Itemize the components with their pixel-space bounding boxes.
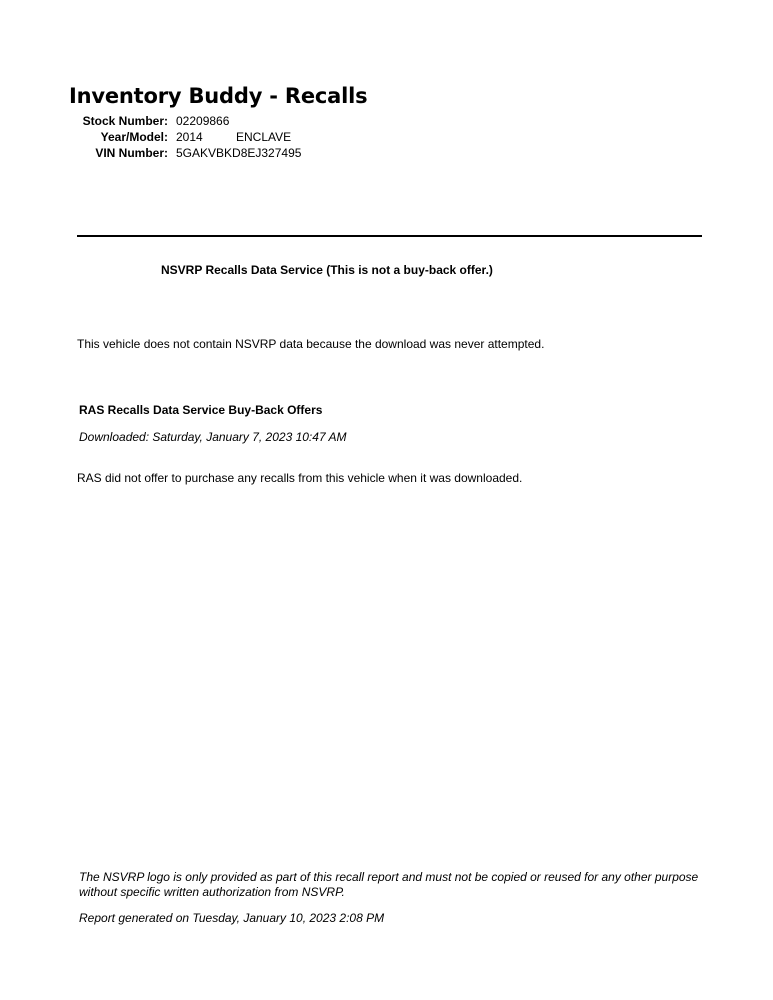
nsvrp-heading: NSVRP Recalls Data Service (This is not a buy-back offer.) <box>161 263 493 277</box>
vin-number-row <box>0 145 773 161</box>
ras-heading: RAS Recalls Data Service Buy-Back Offers <box>79 403 323 417</box>
vin-number-label: VIN Number: <box>95 146 168 160</box>
year-model-row <box>0 129 773 145</box>
stock-number-label: Stock Number: <box>82 114 168 128</box>
model-value: ENCLAVE <box>236 130 292 144</box>
section-divider <box>77 235 702 237</box>
ras-message: RAS did not offer to purchase any recalls from this vehicle when it was downloaded. <box>77 471 523 485</box>
ras-downloaded-timestamp: Downloaded: Saturday, January 7, 2023 10:47 AM <box>79 430 347 444</box>
logo-disclaimer: The NSVRP logo is only provided as part of this recall report and must not be copied or reused for any other purpose without specific written authorization from NSVRP. <box>79 870 699 899</box>
stock-number-value: 02209866 <box>176 114 230 128</box>
report-generated-timestamp: Report generated on Tuesday, January 10, 2023 2:08 PM <box>79 911 385 925</box>
stock-number-row <box>0 113 773 129</box>
year-model-label: Year/Model: <box>100 130 168 144</box>
nsvrp-message: This vehicle does not contain NSVRP data because the download was never attempted. <box>77 337 545 351</box>
page-title: Inventory Buddy - Recalls <box>69 84 368 108</box>
year-value: 2014 <box>176 130 203 144</box>
vin-number-value: 5GAKVBKD8EJ327495 <box>176 146 302 160</box>
